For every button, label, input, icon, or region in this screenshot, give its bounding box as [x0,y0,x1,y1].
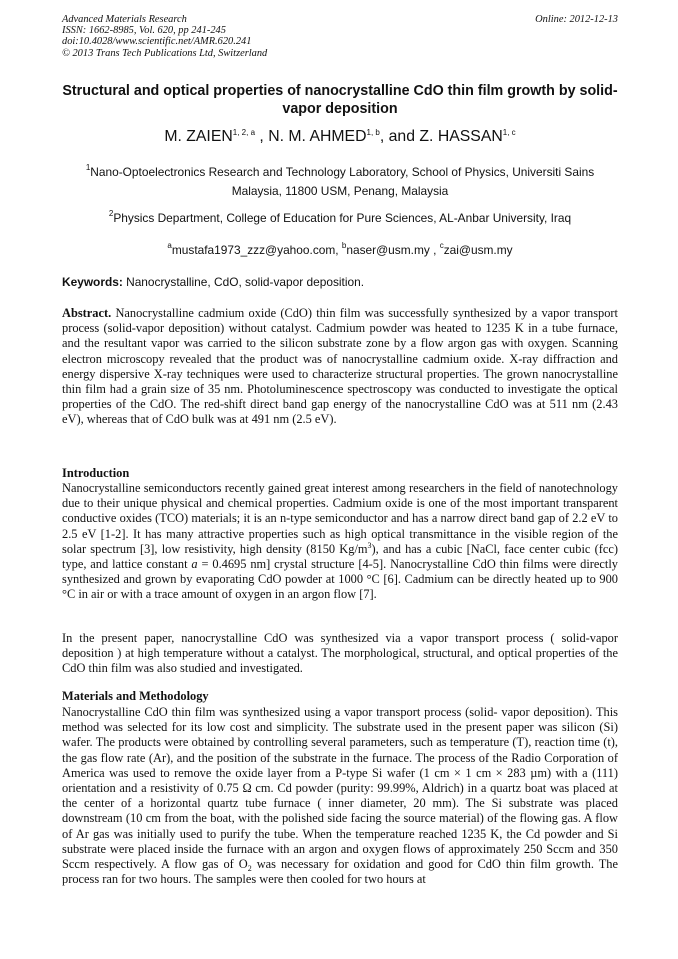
journal-name: Advanced Materials Research [62,14,187,25]
online-date: Online: 2012-12-13 [535,14,618,25]
affiliation-sup: 1 [85,163,91,172]
email-link[interactable]: mustafa1973_zzz@yahoo.com, [171,243,342,257]
superscript: 3 [367,540,372,550]
introduction-paragraph-2: In the present paper, nanocrystalline CdO was synthesized via a vapor transport process ( solid-vapor deposition ) at high temperature without a catalyst. The morphological, structural, and optical properties of the CdO thin film was also studied and investigated. [62,631,618,676]
affiliation-text: Physics Department, College of Education for Pure Sciences, AL-Anbar University, Iraq [113,211,572,225]
email-link[interactable]: naser@usm.my , [346,243,440,257]
affiliation-sup: 2 [108,209,114,218]
methods-paragraph [62,705,618,887]
paper-title: Structural and optical properties of nanocrystalline CdO thin film growth by solid-vapor deposition [62,83,618,117]
email-link[interactable]: zai@usm.my [443,243,513,257]
subscript: 2 [247,864,252,874]
abstract-text: Nanocrystalline cadmium oxide (CdO) thin film was successfully synthesized by a vapor transport process (solid-vapor deposition) without catalyst. Cadmium powder was heated to 1235 K in a tube furnace, and the resultant vapor was carried to the silicon substrate zone by a flow argon gas with oxygen. Scanning electron microscopy revealed that the product was of nanocrystalline cadmium oxide. X-ray diffraction and energy dispersive X-ray techniques were used to characterize structural properties. The grown nanocrystalline thin film had a grain size of 35 nm. Photoluminescence spectroscopy was conducted to investigate the optical properties of the CdO. The red-shift direct band gap energy of the nanocrystalline CdO was at 511 nm (2.43 eV), whereas that of CdO bulk was at 491 nm (2.5 eV). [62,306,618,427]
email-sup: b [341,241,347,250]
author-name: N. M. AHMED [268,128,367,145]
introduction-heading: Introduction [62,466,130,480]
affiliation-text: Nano-Optoelectronics Research and Technology Laboratory, School of Physics, Universiti Sains Malaysia, 11800 USM, Penang, Malaysia [90,165,595,198]
introduction-paragraph-1 [62,481,618,603]
affiliation-2 [62,209,618,228]
keywords [62,273,618,292]
keywords-text: Nanocrystalline, CdO, solid-vapor deposition. [122,275,365,289]
author-affil-sup: 1, 2, a [232,128,256,137]
affiliation-1 [62,163,618,201]
author-name: M. ZAIEN [164,128,233,145]
keywords-label: Keywords: [62,275,123,289]
methods-text: Nanocrystalline CdO thin film was synthesized using a vapor transport process (solid- vapor deposition). This method was selected for its low cost and simplicity. The substrate used in the present paper was silicon (Si) wafer. The products were obtained by controlling several parameters, such as temperature (T), reaction time (t), the gas flow rate (Ar), and the position of the substrate in the furnace. The process of the Radio Corporation of America was used to remove the oxide layer from a P-type Si wafer (1 cm × 1 cm × 283 µm) with a (111) orientation and a resistivity of 0.75 Ω cm. Cd powder (purity: 99.99%, Aldrich) in a quartz boat was placed at the center of a horizontal quartz tube furnace ( inner diameter, 20 mm). The Si substrate was placed downstream (10 cm from the boat, with the polished side facing the source material) of the flowing gas. A flow of Ar gas was initially used to purify the tube. When the temperature reached 1235 K, the Cd powder and Si substrate were placed inside the furnace with an argon and oxygen flows of approximately 250 Sccm and 350 Sccm respectively. A flow gas of O [62,705,618,872]
email-list [62,241,618,260]
methods-text: was necessary for oxidation and good for CdO thin film growth. The process ran for two hours. The samples were then cooled for two hours at [62,857,618,887]
author-affil-sup: 1, b [366,128,380,137]
author-separator: , [255,128,269,145]
intro-text: Nanocrystalline semiconductors recently gained great interest among researchers in the field of nanotechnology due to their unique physical and chemical properties. Cadmium oxide is one of the most important transparent conductive oxides (TCO) materials; it is an n-type semiconductor and has a narrow direct band gap of 2.2 eV to 2.5 eV [1-2]. It has many attractive properties such as high optical transmittance in the visible region of the solar spectrum [3], low resistivity, high density (8150 Kg/m [62,481,618,556]
email-sup: c [439,241,444,250]
journal-header [62,14,618,59]
intro-text: = 0.4695 nm] crystal structure [4-5]. Nanocrystalline CdO thin films were directly synthesized and grown by evaporating CdO powder at 1000 °C [6]. Cadmium can be directly heated up to 900 °C in air or with a trace amount of oxygen in an argon flow [7]. [62,557,618,602]
author-list [62,127,618,147]
author-name: Z. HASSAN [419,128,503,145]
abstract-label: Abstract. [62,306,112,320]
issn-line: ISSN: 1662-8985, Vol. 620, pp 241-245 [62,25,226,37]
author-separator: , and [379,128,420,145]
copyright-line: © 2013 Trans Tech Publications Ltd, Switzerland [62,47,268,59]
author-affil-sup: 1, c [502,128,516,137]
intro-text: ), and has a cubic [NaCl, face center cubic (fcc) type, and lattice constant [62,541,618,572]
doi-line: doi:10.4028/www.scientific.net/AMR.620.241 [62,36,252,48]
email-sup: a [167,241,172,250]
lattice-variable: a [191,557,198,572]
methods-heading: Materials and Methodology [62,689,209,703]
abstract [62,306,618,428]
